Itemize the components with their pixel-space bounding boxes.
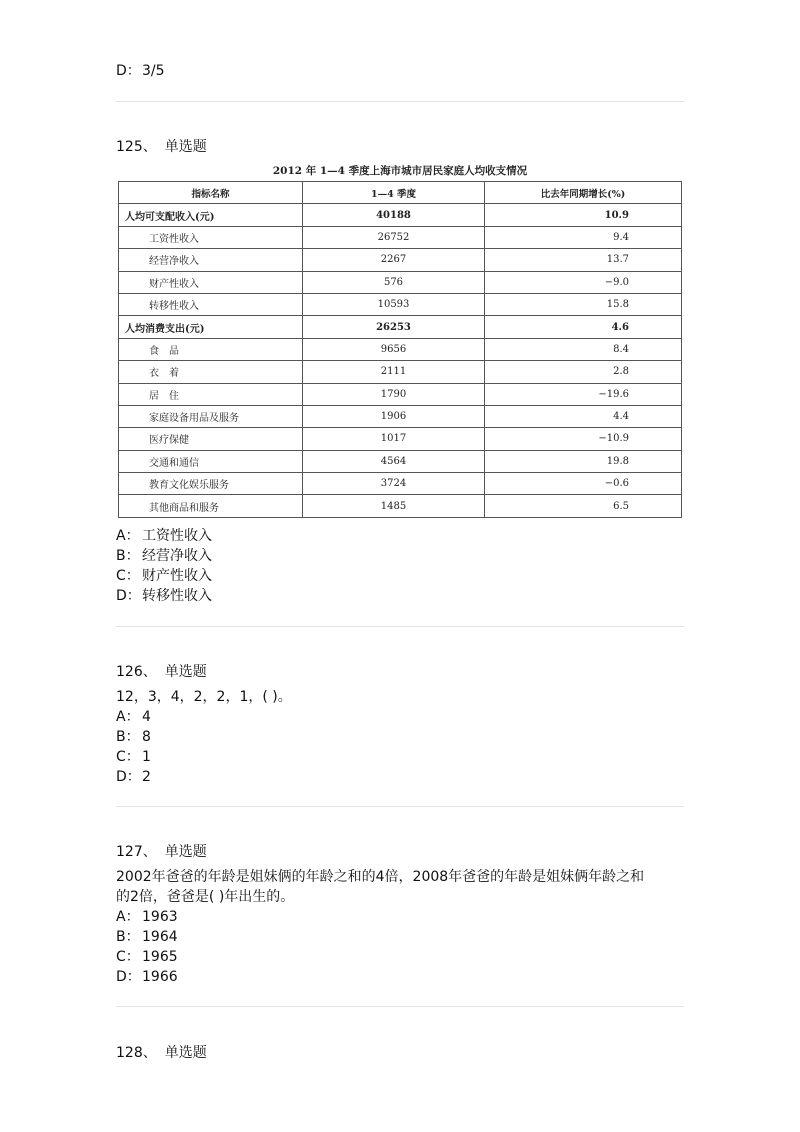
q126-option-b[interactable]: B： 8 [116, 729, 151, 745]
table-row: 人均消费支出(元) 26253 4.6 [119, 316, 682, 338]
q126-stem: 12，3，4，2，2，1，( )。 [116, 689, 292, 705]
table-row: 人均可支配收入(元) 40188 10.9 [119, 204, 682, 226]
q127-option-c[interactable]: C： 1965 [116, 949, 178, 965]
question-125-header: 125、 单选题 [116, 139, 207, 155]
separator [116, 1006, 684, 1007]
income-expense-table [118, 181, 682, 518]
table-header-cell: 指标名称 [119, 182, 303, 204]
q127-option-b[interactable]: B： 1964 [116, 929, 178, 945]
table-row: 财产性收入 576 −9.0 [119, 271, 682, 293]
table-header-cell: 1—4 季度 [303, 182, 485, 204]
question-127-header: 127、 单选题 [116, 844, 207, 860]
table-row: 医疗保健 1017 −10.9 [119, 428, 682, 450]
table-header-row [119, 182, 682, 204]
table-row: 转移性收入 10593 15.8 [119, 293, 682, 315]
table-header-cell: 比去年同期增长(%) [485, 182, 682, 204]
q126-option-c[interactable]: C： 1 [116, 749, 151, 765]
table-row: 教育文化娱乐服务 3724 −0.6 [119, 473, 682, 495]
q126-option-a[interactable]: A： 4 [116, 709, 151, 725]
table-row: 衣 着 2111 2.8 [119, 361, 682, 383]
separator [116, 626, 684, 627]
q127-option-a[interactable]: A： 1963 [116, 909, 178, 925]
q125-option-b[interactable]: B： 经营净收入 [116, 548, 212, 564]
q127-stem-line-2: 的2倍，爸爸是( )年出生的。 [116, 889, 295, 905]
separator [116, 101, 684, 102]
separator [116, 806, 684, 807]
table-title: 2012 年 1—4 季度上海市城市居民家庭人均收支情况 [272, 165, 528, 177]
q125-option-d[interactable]: D：转移性收入 [116, 588, 212, 604]
table-row: 其他商品和服务 1485 6.5 [119, 495, 682, 517]
table-row: 经营净收入 2267 13.7 [119, 249, 682, 271]
q126-option-d[interactable]: D：2 [116, 769, 151, 785]
q127-stem-line-1: 2002年爸爸的年龄是姐妹俩的年龄之和的4倍，2008年爸爸的年龄是姐妹俩年龄之和 [116, 869, 645, 885]
table-row: 居 住 1790 −19.6 [119, 383, 682, 405]
table-row: 工资性收入 26752 9.4 [119, 226, 682, 248]
prev-option-d[interactable]: D：3/5 [116, 63, 165, 79]
table-row: 交通和通信 4564 19.8 [119, 450, 682, 472]
q127-option-d[interactable]: D：1966 [116, 969, 178, 985]
q125-option-c[interactable]: C： 财产性收入 [116, 568, 212, 584]
table-row: 家庭设备用品及服务 1906 4.4 [119, 405, 682, 427]
q125-option-a[interactable]: A： 工资性收入 [116, 528, 212, 544]
question-126-header: 126、 单选题 [116, 664, 207, 680]
question-128-header: 128、 单选题 [116, 1045, 207, 1061]
table-row: 食 品 9656 8.4 [119, 338, 682, 360]
